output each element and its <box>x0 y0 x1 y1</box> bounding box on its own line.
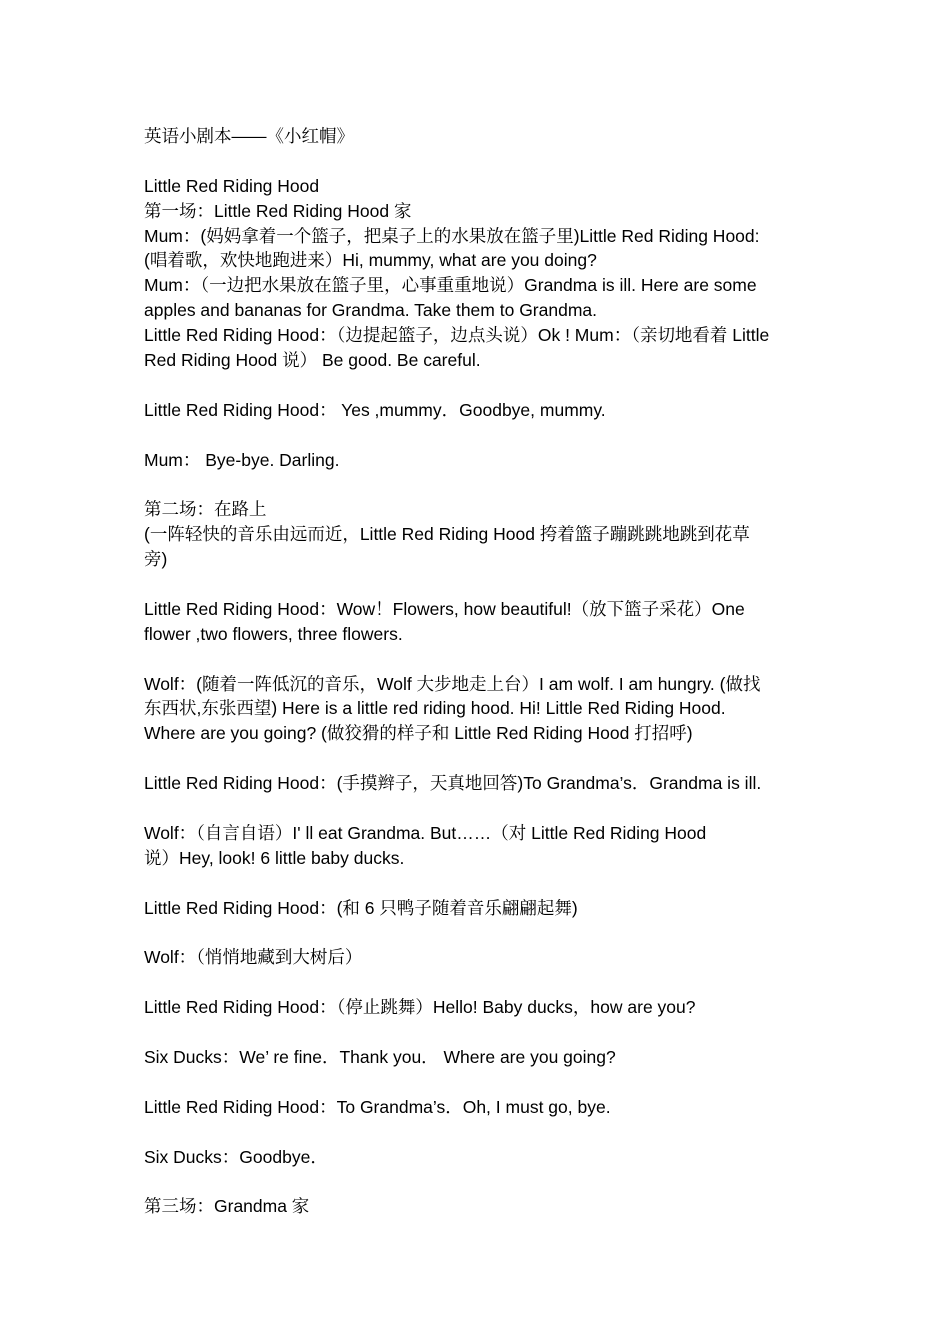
text-line: 第三场：Grandma 家 <box>144 1196 310 1217</box>
blank-line <box>144 746 810 771</box>
text-line: apples and bananas for Grandma. Take them to Grandma. <box>144 300 598 321</box>
blank-line <box>144 572 810 597</box>
blank-line <box>144 647 810 672</box>
document-body <box>144 174 810 1219</box>
text-line: flower ,two flowers, three flowers. <box>144 623 403 644</box>
blank-line <box>144 921 810 946</box>
text-line: Little Red Riding Hood <box>144 175 320 196</box>
text-line: Six Ducks：We’ re fine．Thank you． Where are you going? <box>144 1046 616 1067</box>
text-line: (唱着歌，欢快地跑进来）Hi, mummy, what are you doing? <box>144 250 597 271</box>
blank-line <box>144 1070 810 1095</box>
blank-line <box>144 1020 810 1045</box>
blank-line <box>144 1120 810 1145</box>
text-line: Little Red Riding Hood：(和 6 只鸭子随着音乐翩翩起舞) <box>144 897 578 918</box>
text-line: Mum： Bye-bye. Darling. <box>144 449 340 470</box>
blank-line <box>144 796 810 821</box>
text-line: Wolf：（悄悄地藏到大树后） <box>144 947 363 968</box>
text-line: Where are you going? (做狡猾的样子和 Little Red Riding Hood 打招呼) <box>144 723 693 744</box>
text-line: Little Red Riding Hood：(手摸辫子，天真地回答)To Grandma’s．Grandma is ill. <box>144 773 762 794</box>
text-line: Six Ducks：Goodbye． <box>144 1146 328 1167</box>
text-line: 第二场：在路上 <box>144 499 267 520</box>
text-line: 说）Hey, look! 6 little baby ducks. <box>144 847 405 868</box>
text-line: Little Red Riding Hood：To Grandma’s．Oh, I must go, bye. <box>144 1096 611 1117</box>
text-line: Red Riding Hood 说） Be good. Be careful. <box>144 350 481 371</box>
text-line: Wolf：（自言自语）I' ll eat Grandma. But……（对 Little Red Riding Hood <box>144 822 707 843</box>
text-line: 旁) <box>144 549 168 570</box>
blank-line <box>144 1169 810 1194</box>
blank-line <box>144 472 810 497</box>
text-line: (一阵轻快的音乐由远而近，Little Red Riding Hood 挎着篮子蹦跳跳地跳到花草 <box>144 524 750 545</box>
blank-line <box>144 373 810 398</box>
text-line: Little Red Riding Hood：（边提起篮子，边点头说）Ok ! Mum：（亲切地看着 Little <box>144 325 770 346</box>
blank-line <box>144 423 810 448</box>
document-title: 英语小剧本——《小红帽》 <box>144 126 354 146</box>
blank-line <box>144 871 810 896</box>
text-line: Little Red Riding Hood： Yes ,mummy．Goodbye, mummy. <box>144 399 606 420</box>
text-line: Wolf：(随着一阵低沉的音乐，Wolf 大步地走上台）I am wolf. I am hungry. (做找 <box>144 673 761 694</box>
text-line: 第一场：Little Red Riding Hood 家 <box>144 200 412 221</box>
text-line: Little Red Riding Hood：Wow！Flowers, how beautiful!（放下篮子采花）One <box>144 598 745 619</box>
text-line: Mum：（一边把水果放在篮子里，心事重重地说）Grandma is ill. Here are some <box>144 275 757 296</box>
text-line: Little Red Riding Hood：（停止跳舞）Hello! Baby ducks，how are you? <box>144 997 696 1018</box>
text-line: Mum：(妈妈拿着一个篮子，把桌子上的水果放在篮子里)Little Red Riding Hood: <box>144 225 760 246</box>
blank-line <box>144 149 810 174</box>
document-page <box>144 124 810 1219</box>
text-line: 东西状,东张西望) Here is a little red riding hood. Hi! Little Red Riding Hood. <box>144 698 726 719</box>
blank-line <box>144 970 810 995</box>
